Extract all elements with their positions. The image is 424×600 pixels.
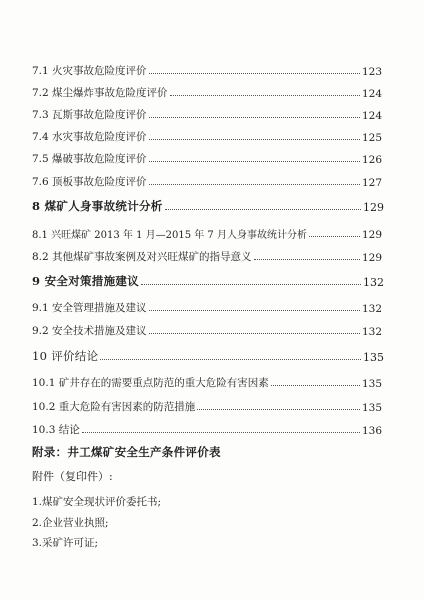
toc-page-number: 129 — [363, 201, 384, 214]
toc-entry-label: 9.1 安全管理措施及建议 — [32, 302, 147, 314]
appendix-title: 附录：井工煤矿安全生产条件评价表 — [32, 445, 221, 459]
toc-page-number: 132 — [363, 276, 384, 289]
toc-page-number: 129 — [361, 229, 382, 241]
toc-leader — [149, 73, 360, 74]
toc-entry-label: 8.2 其他煤矿事故案例及对兴旺煤矿的指导意义 — [32, 251, 252, 263]
toc-page-number: 125 — [361, 132, 382, 144]
toc-chapter-label: 9 安全对策措施建议 — [32, 274, 140, 288]
toc-entry-9 — [0, 269, 424, 289]
toc-chapter-label: 8 煤矿人身事故统计分析 — [32, 199, 163, 213]
toc-entry-label: 9.2 安全技术措施及建议 — [32, 325, 147, 337]
toc-entry-8-1 — [0, 221, 424, 241]
toc-leader — [149, 333, 360, 334]
toc-entry-label: 10.2 重大危险有害因素的防范措施 — [32, 401, 196, 413]
toc-leader — [149, 117, 360, 118]
toc-page-number: 132 — [361, 303, 382, 315]
toc-page-number: 126 — [361, 154, 382, 166]
toc-page-number: 124 — [361, 88, 382, 100]
toc-entry-7-6 — [0, 169, 424, 189]
attachments-heading: 附件（复印件）: — [32, 470, 113, 483]
toc-entry-label: 7.1 火灾事故危险度评价 — [32, 65, 147, 77]
toc-page-number: 136 — [361, 425, 382, 437]
toc-entry-7-3 — [0, 102, 424, 122]
toc-entry-label: 7.5 爆破事故危险度评价 — [32, 153, 147, 165]
toc-entry-10-2 — [0, 394, 424, 414]
toc-entry-7-5 — [0, 146, 424, 166]
toc-leader — [82, 432, 360, 433]
attachment-item: 1.煤矿安全现状评价委托书; — [32, 496, 162, 508]
toc-page-number: 123 — [361, 66, 382, 78]
toc-leader — [149, 184, 360, 185]
toc-entry-10-3 — [0, 417, 424, 437]
toc-leader — [149, 161, 360, 162]
attachment-item: 3.采矿许可证; — [32, 537, 99, 549]
toc-page-number: 127 — [361, 177, 382, 189]
toc-entry-8-2 — [0, 244, 424, 264]
toc-entry-10-1 — [0, 370, 424, 390]
toc-entry-8 — [0, 194, 424, 214]
toc-entry-label: 7.2 煤尘爆炸事故危险度评价 — [32, 87, 168, 99]
toc-page-number: 135 — [361, 378, 382, 390]
attachment-item: 2.企业营业执照; — [32, 517, 109, 529]
toc-leader — [309, 236, 360, 237]
toc-leader — [165, 209, 361, 210]
toc-page-number: 135 — [363, 351, 384, 364]
toc-chapter-label: 10 评价结论 — [32, 349, 99, 363]
toc-entry-7-4 — [0, 124, 424, 144]
toc-leader — [149, 310, 360, 311]
toc-page-number: 135 — [361, 402, 382, 414]
toc-leader — [170, 95, 360, 96]
toc-page-number: 124 — [361, 110, 382, 122]
toc-page-number: 129 — [361, 252, 382, 264]
toc-entry-10 — [0, 344, 424, 364]
toc-entry-label: 8.1 兴旺煤矿 2013 年 1 月—2015 年 7 月人身事故统计分析 — [32, 230, 307, 241]
toc-leader — [197, 409, 360, 410]
toc-page-number: 132 — [361, 326, 382, 338]
toc-leader — [141, 284, 361, 285]
toc-entry-label: 10.1 矿井存在的需要重点防范的重大危险有害因素 — [32, 377, 269, 389]
toc-entry-label: 7.4 水灾事故危险度评价 — [32, 131, 147, 143]
toc-leader — [149, 139, 360, 140]
toc-entry-label: 10.3 结论 — [32, 424, 80, 436]
toc-leader — [254, 259, 360, 260]
toc-entry-9-1 — [0, 295, 424, 315]
toc-entry-label: 7.6 顶板事故危险度评价 — [32, 176, 147, 188]
toc-entry-7-1 — [0, 58, 424, 78]
toc-leader — [271, 385, 360, 386]
toc-leader — [100, 359, 361, 360]
toc-entry-9-2 — [0, 318, 424, 338]
toc-entry-7-2 — [0, 80, 424, 100]
toc-entry-label: 7.3 瓦斯事故危险度评价 — [32, 109, 147, 121]
